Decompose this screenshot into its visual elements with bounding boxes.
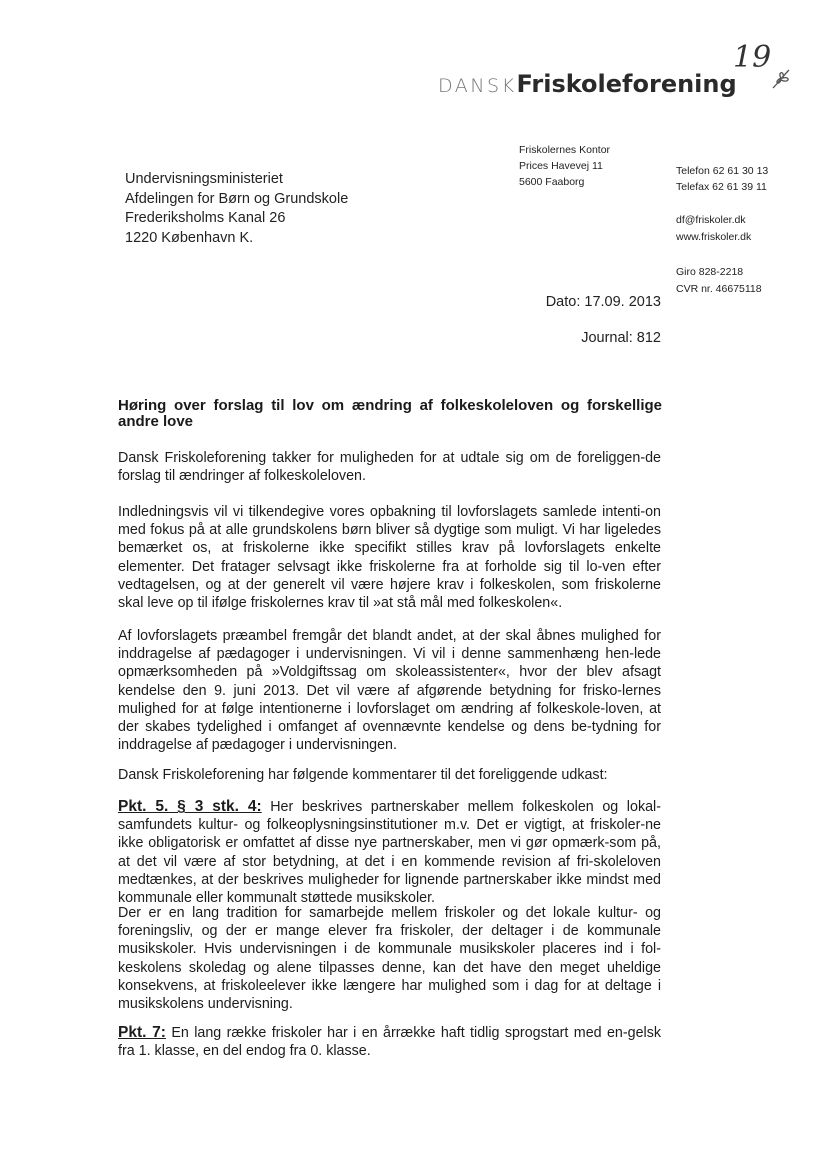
handwritten-flower-mark-icon: [769, 66, 795, 92]
sender-fax: Telefax 62 61 39 11: [676, 181, 767, 193]
sender-city: 5600 Faaborg: [519, 176, 585, 188]
recipient-line: Afdelingen for Børn og Grundskole: [125, 190, 349, 207]
letter-subject: Høring over forslag til lov om ændring af folkeskoleloven og forskellige andre love: [118, 397, 662, 430]
section-pkt5-continued: Der er en lang tradition for samarbejde mellem friskoler og det lokale kultur- og foreningsliv, og der er mange elever fra friskoler, der deltager i de kommunale musikskoler. Hvis undervisningen i de kommunale musikskoler placeres ind i fol-keskolens skoledag og alene tilpasses denne, kan det have den meget uheldige konsekvens, at friskoleelever ikke længere har mulighed som i dag for at deltage i musikskolens undervisning.: [118, 905, 661, 1013]
organization-logo: [438, 70, 737, 98]
handwritten-page-number: 19: [733, 40, 772, 75]
logo-name: Friskoleforening: [516, 70, 737, 98]
logo-prefix: DANSK: [438, 75, 517, 97]
recipient-address: [125, 170, 348, 248]
sender-street: Prices Havevej 11: [519, 160, 603, 172]
paragraph-support: Indledningsvis vil vi tilkendegive vores opbakning til lovforslagets samlede intenti-on med fokus på at alle grundskolens børn bliver så dygtige som muligt. Vi har ligeledes bemærket os, at friskolerne ikke specifikt stilles krav på lovforslagets enkelte elementer. Det fratager selvsagt ikke friskolerne fra at forholde sig til lo-ven efter vedtagelsen, og at der generelt vil være højere krav i folkeskolen, som friskolerne skal leve op til ifølge friskolernes krav til »at stå mål med folkeskolen«.: [118, 504, 661, 612]
paragraph-comments-lead: Dansk Friskoleforening har følgende kommentarer til det foreliggende udkast:: [118, 767, 608, 783]
sender-phone: Telefon 62 61 30 13: [676, 165, 769, 177]
section-pkt5: [118, 798, 661, 907]
recipient-line: Frederiksholms Kanal 26: [125, 210, 286, 226]
recipient-line: Undervisningsministeriet: [125, 171, 283, 187]
section-pkt7-text: En lang række friskoler har i en årrække haft tidlig sprogstart med en-gelsk fra 1. klasse, en del endog fra 0. klasse.: [118, 1025, 662, 1060]
journal-number: Journal: 812: [581, 330, 661, 346]
section-pkt7-label: Pkt. 7:: [118, 1024, 166, 1041]
sender-cvr: CVR nr. 46675118: [676, 283, 762, 295]
paragraph-intro: Dansk Friskoleforening takker for muligheden for at udtale sig om de foreliggen-de forslag til ændringer af folkeskoleloven.: [118, 450, 661, 485]
section-pkt5-label: Pkt. 5. § 3 stk. 4:: [118, 798, 262, 815]
paragraph-preamble: Af lovforslagets præambel fremgår det blandt andet, at der skal åbnes mulighed for inddragelse af pædagoger i undervisningen. Vi vil i denne sammenhæng hen-lede opmærksomheden på »Voldgiftssag om skoleassistenter«, hvor der blev afsagt kendelse den 9. juni 2013. Det vil være af afgørende betydning for frisko-lernes mulighed for at følge intentionerne i lovforslaget om ændring af folkeskole-loven, at der skabes tydelighed i omfanget af ovennævnte kendelse og dens be-tydning for inddragelse af pædagoger i undervisningen.: [118, 628, 661, 754]
recipient-line: 1220 København K.: [125, 229, 254, 246]
section-pkt7: [118, 1024, 661, 1060]
letter-date: Dato: 17.09. 2013: [545, 294, 661, 310]
section-pkt5-text: Her beskrives partnerskaber mellem folkeskolen og lokal-samfundets kultur- og folkeoplysningsinstitutioner m.v. Det er vigtigt, at friskoler-ne ikke obligatorisk er omfattet af disse nye partnerskaber, men vi gør opmærk-som på, at det vil være af stor betydning, at det i en kommende revision af fri-skoleloven medtænkes, at der beskrives muligheder for lignende partnerskaber ikke mindst med kommunale eller kommunalt støttede musikskoler.: [118, 799, 661, 907]
sender-website: www.friskoler.dk: [676, 231, 752, 243]
sender-email: df@friskoler.dk: [676, 214, 746, 226]
sender-giro: Giro 828-2218: [676, 266, 744, 278]
sender-office: Friskolernes Kontor: [519, 144, 611, 156]
